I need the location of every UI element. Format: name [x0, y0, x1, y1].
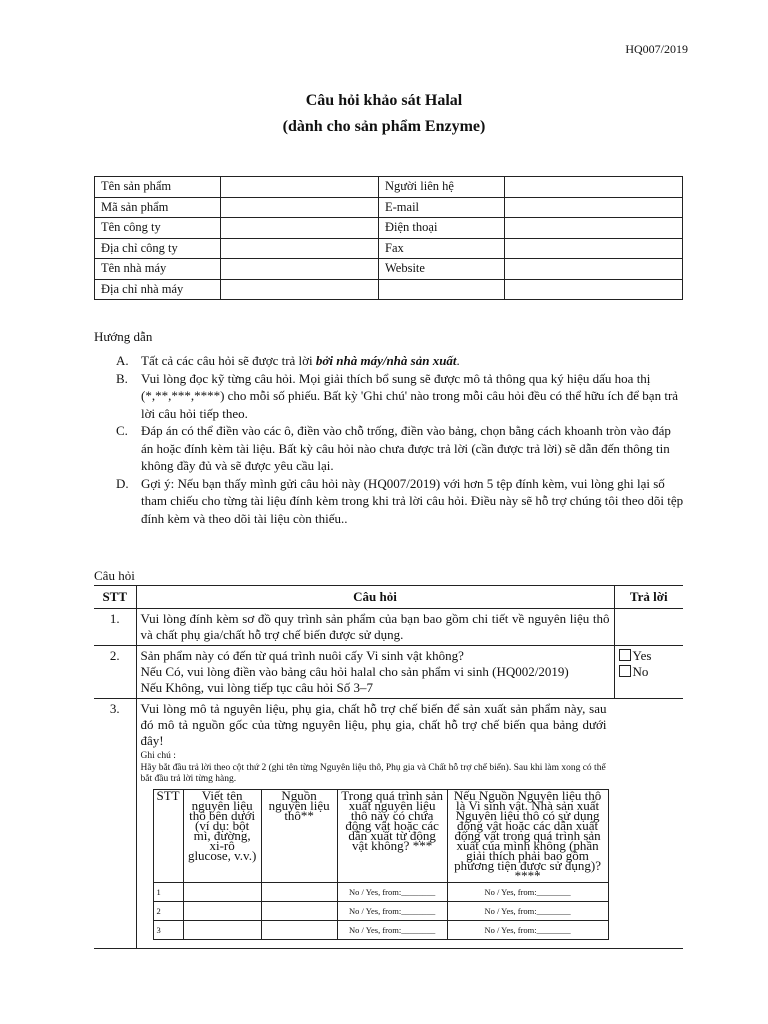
- info-row: [95, 238, 683, 259]
- micro-answer-field[interactable]: No / Yes, from:________: [447, 882, 608, 901]
- column-header-question: Câu hỏi: [136, 586, 614, 609]
- title-line-1: Câu hỏi khảo sát Halal: [305, 92, 463, 109]
- guide-item: [116, 422, 686, 475]
- info-value-field[interactable]: [221, 197, 379, 218]
- micro-answer-field[interactable]: No / Yes, from:________: [447, 920, 608, 939]
- question-text: Vui lòng đính kèm sơ đồ quy trình sản phẩm của bạn bao gồm chi tiết về nguyên liệu thô và chất phụ gia/chất hỗ trợ chế biến được sử dụng.: [136, 609, 614, 646]
- answer-cell: [614, 646, 683, 699]
- raw-material-name-field[interactable]: [183, 901, 261, 920]
- info-label: Website: [379, 259, 505, 280]
- sub-header-source: Nguồn nguyên liệu thô**: [261, 789, 337, 882]
- column-header-no: STT: [94, 586, 136, 609]
- guide-item: [116, 352, 686, 370]
- guide-item-letter: A.: [116, 353, 129, 368]
- micro-answer-field[interactable]: No / Yes, from:________: [447, 901, 608, 920]
- column-header-answer: Trả lời: [614, 586, 683, 609]
- info-label: Fax: [379, 238, 505, 259]
- raw-material-source-field[interactable]: [261, 920, 337, 939]
- info-value-field[interactable]: [505, 197, 683, 218]
- info-row: [95, 218, 683, 239]
- guide-item-text: Vui lòng đọc kỹ từng câu hỏi. Mọi giải thích bổ sung sẽ được mô tả thông qua ký hiệu dấu hoa thị (*,**,***,****) cho mỗi số phiếu. Bất kỳ 'Ghi chú' nào trong mỗi câu hỏi đều có thể hữu ích để bạn trả lời câu hỏi tiếp theo.: [141, 370, 679, 421]
- info-row: [95, 197, 683, 218]
- info-label: Địa chỉ nhà máy: [95, 279, 221, 300]
- info-value-field[interactable]: [505, 238, 683, 259]
- info-value-field[interactable]: [505, 177, 683, 198]
- row-number: 1: [153, 882, 183, 901]
- answer-cell[interactable]: [614, 609, 683, 646]
- info-row: [95, 177, 683, 198]
- row-number: 2: [153, 901, 183, 920]
- questions-header-row: [94, 586, 683, 609]
- no-option[interactable]: [619, 664, 680, 680]
- questions-table: [94, 585, 683, 949]
- info-value-field[interactable]: [221, 259, 379, 280]
- raw-material-source-field[interactable]: [261, 882, 337, 901]
- info-label: Tên sản phẩm: [95, 177, 221, 198]
- info-row: [95, 259, 683, 280]
- info-row: [95, 279, 683, 300]
- question-text: [136, 699, 683, 949]
- guide-heading: Hướng dẫn: [94, 329, 153, 344]
- page-title: [0, 88, 768, 140]
- info-label: Người liên hệ: [379, 177, 505, 198]
- question-text: [136, 646, 614, 699]
- guide-item-end: .: [456, 353, 460, 368]
- no-checkbox[interactable]: [619, 665, 631, 677]
- title-line-2: (dành cho sản phẩm Enzyme): [282, 118, 486, 135]
- info-label: E-mail: [379, 197, 505, 218]
- raw-material-row: [153, 882, 608, 901]
- raw-material-header-row: [153, 789, 608, 882]
- guide-item-letter: C.: [116, 423, 128, 438]
- question-number: 2.: [94, 646, 136, 699]
- info-value-field[interactable]: [221, 279, 379, 300]
- question-number: 1.: [94, 609, 136, 646]
- note-text: Hãy bắt đầu trả lời theo cột thứ 2 (ghi tên từng Nguyên liệu thô, Phụ gia và Chất hỗ trợ chế biến). Sau khi làm xong có thể bắt đầu trả lời từng hàng.: [140, 762, 606, 784]
- yes-label: Yes: [632, 648, 652, 663]
- info-value-field[interactable]: [505, 218, 683, 239]
- row-number: 3: [153, 920, 183, 939]
- guide-list: [116, 352, 686, 527]
- guide-item: [116, 475, 686, 528]
- animal-answer-field[interactable]: No / Yes, from:________: [337, 920, 447, 939]
- info-value-field[interactable]: [505, 259, 683, 280]
- sub-header-animal: Trong quá trình sản xuất nguyên liệu thô này có chứa động vật hoặc các dẫn xuất từ động vật không? ***: [337, 789, 447, 882]
- sub-header-name: Viết tên nguyên liệu thô bên dưới (ví dụ: bột mì, đường, xi-rô glucose, v.v.): [183, 789, 261, 882]
- info-value-field[interactable]: [221, 238, 379, 259]
- raw-material-name-field[interactable]: [183, 920, 261, 939]
- question-row: [94, 609, 683, 646]
- guide-item-text: Tất cả các câu hỏi sẽ được trả lời: [141, 353, 316, 368]
- guide-item-letter: D.: [116, 475, 129, 491]
- question-line: Vui lòng mô tả nguyên liệu, phụ gia, chất hỗ trợ chế biến để sản xuất sản phẩm này, sau đó mô tả nguồn gốc của từng nguyên liệu, phụ gia, chất hỗ trợ chế biến qua bảng dưới đây!: [140, 701, 607, 748]
- raw-material-row: [153, 901, 608, 920]
- info-label: Tên nhà máy: [95, 259, 221, 280]
- no-label: No: [632, 664, 649, 679]
- animal-answer-field[interactable]: No / Yes, from:________: [337, 882, 447, 901]
- raw-material-source-field[interactable]: [261, 901, 337, 920]
- raw-material-row: [153, 920, 608, 939]
- raw-material-name-field[interactable]: [183, 882, 261, 901]
- animal-answer-field[interactable]: No / Yes, from:________: [337, 901, 447, 920]
- guide-item-emphasis: bởi nhà máy/nhà sản xuất: [315, 353, 457, 368]
- yes-checkbox[interactable]: [619, 649, 631, 661]
- info-label: Mã sản phẩm: [95, 197, 221, 218]
- question-line: Sản phẩm này có đến từ quá trình nuôi cấy Vi sinh vật không?: [140, 648, 464, 663]
- info-value-field[interactable]: [505, 279, 683, 300]
- question-line: Nếu Không, vui lòng tiếp tục câu hỏi Số 3–7: [140, 680, 374, 695]
- document-number: HQ007/2019: [625, 42, 688, 56]
- questions-heading: Câu hỏi: [94, 568, 135, 583]
- raw-material-table: [153, 789, 609, 940]
- note-label: Ghi chú :: [140, 751, 176, 761]
- info-label: Điện thoại: [379, 218, 505, 239]
- yes-option[interactable]: [619, 648, 680, 664]
- sub-header-micro: Nếu Nguồn Nguyên liệu thô là Vi sinh vật. Nhà sản xuất Nguyên liệu thô có sử dụng động vật hoặc các dẫn xuất động vật trong quá trình sản xuất của mình không (phần giải thích phải bao gồm phương tiện được sử dụng)?****: [447, 789, 608, 882]
- info-label: Tên công ty: [95, 218, 221, 239]
- sub-header-stt: STT: [153, 789, 183, 882]
- info-label: Địa chỉ công ty: [95, 238, 221, 259]
- info-label: [379, 279, 505, 300]
- info-value-field[interactable]: [221, 218, 379, 239]
- guide-item-text: Đáp án có thể điền vào các ô, điền vào chỗ trống, điền vào bảng, chọn bằng cách khoanh tròn vào đáp án hoặc đính kèm tài liệu. Bất kỳ câu hỏi nào chưa được trả lời (cần được trả lời) sẽ dẫn đến thông tin không đầy đủ và sẽ được yêu cầu lại.: [141, 423, 671, 473]
- guide-item: [116, 370, 686, 423]
- guide-item-letter: B.: [116, 370, 128, 386]
- guide-item-text: Gợi ý: Nếu bạn thấy mình gửi câu hỏi này (HQ007/2019) với hơn 5 tệp đính kèm, vui lòng ghi lại số tham chiếu cho từng tài liệu đính kèm trong khi trả lời câu hỏi. Điều này sẽ hỗ trợ chúng tôi theo dõi tệp đính kèm và theo dõi tài liệu còn thiếu..: [141, 475, 684, 526]
- question-row: [94, 699, 683, 949]
- question-row: [94, 646, 683, 699]
- info-value-field[interactable]: [221, 177, 379, 198]
- info-table: [94, 176, 683, 300]
- question-number: 3.: [94, 699, 136, 949]
- question-line: Nếu Có, vui lòng điền vào bảng câu hỏi halal cho sản phẩm vi sinh (HQ002/2019): [140, 664, 569, 679]
